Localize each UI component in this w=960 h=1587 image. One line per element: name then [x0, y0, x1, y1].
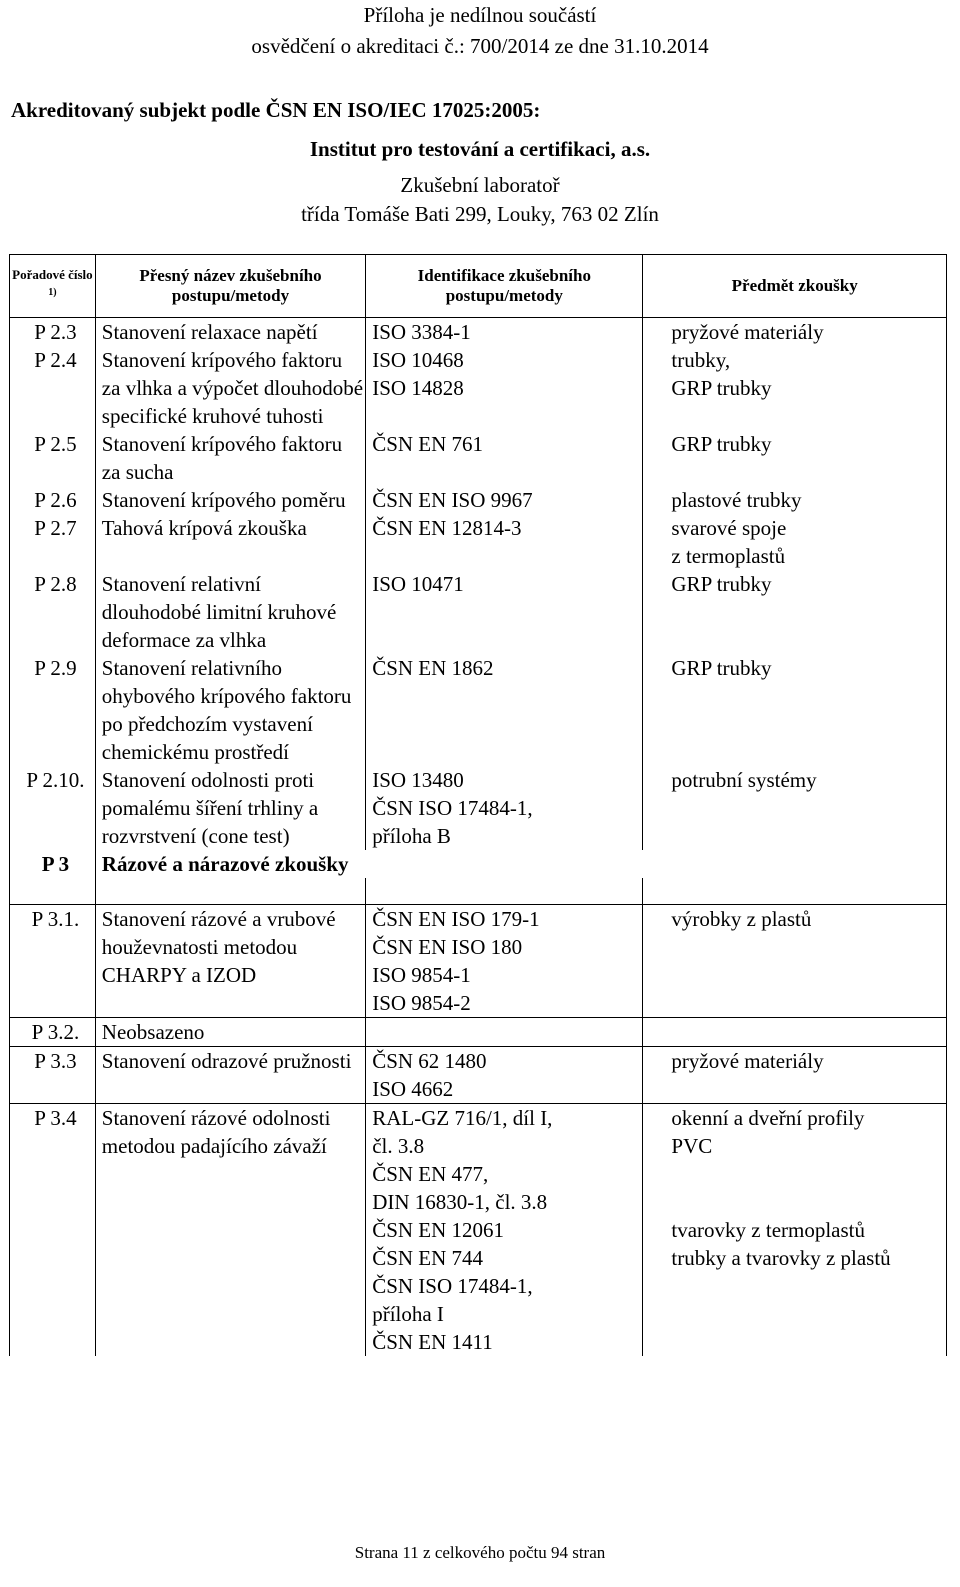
row-number: P 3.4: [10, 1104, 96, 1357]
spacer-cell: [366, 878, 643, 905]
row-method-name: Tahová krípová zkouška: [95, 514, 365, 570]
row-subject: pryžové materiály: [643, 1047, 947, 1104]
table-row: [10, 654, 947, 766]
row-method-name: Stanovení relaxace napětí: [95, 318, 365, 347]
table-row: [10, 346, 947, 430]
row-method-id: ISO 3384-1: [366, 318, 643, 347]
row-subject: GRP trubky: [643, 430, 947, 486]
row-method-id: ČSN EN 12814-3: [366, 514, 643, 570]
section-row: [10, 850, 947, 878]
table-header-row: [10, 255, 947, 318]
row-subject: plastové trubky: [643, 486, 947, 514]
table-row: [10, 486, 947, 514]
column-header-method-id: Identifikace zkušebního postupu/metody: [366, 255, 643, 318]
row-method-id: ISO 10471: [366, 570, 643, 654]
page-footer: Strana 11 z celkového počtu 94 stran: [354, 1543, 606, 1562]
section-number: P 3: [10, 850, 96, 878]
row-subject: okenní a dveřní profily PVC tvarovky z termoplastů trubky a tvarovky z plastů: [643, 1104, 947, 1357]
row-subject: svarové spoje z termoplastů: [643, 514, 947, 570]
row-method-id: RAL-GZ 716/1, díl I, čl. 3.8 ČSN EN 477, DIN 16830-1, čl. 3.8 ČSN EN 12061 ČSN EN 744 ČSN ISO 17484-1, příloha I ČSN EN 1411: [366, 1104, 643, 1357]
row-number: P 3.3: [10, 1047, 96, 1104]
table-row: [10, 570, 947, 654]
row-number: P 2.7: [10, 514, 96, 570]
row-method-name: Stanovení rázové a vrubové houževnatosti metodou CHARPY a IZOD: [95, 905, 365, 1018]
row-method-id: ISO 13480 ČSN ISO 17484-1, příloha B: [366, 766, 643, 850]
column-header-number: Pořadové číslo $^{1)}$: [10, 255, 96, 318]
row-method-id: ČSN EN 761: [366, 430, 643, 486]
row-method-name: Stanovení odolnosti proti pomalému šíření trhliny a rozvrstvení (cone test): [95, 766, 365, 850]
table-row: [10, 905, 947, 1018]
row-method-id: ČSN EN ISO 179-1 ČSN EN ISO 180 ISO 9854-1 ISO 9854-2: [366, 905, 643, 1018]
row-method-name: Stanovení krípového faktoru za sucha: [95, 430, 365, 486]
row-method-name: Stanovení relativního ohybového krípového faktoru po předchozím vystavení chemickému prostředí: [95, 654, 365, 766]
table-row: [10, 318, 947, 347]
row-number: P 2.5: [10, 430, 96, 486]
header-laboratory: Zkušební laboratoř: [400, 173, 560, 197]
row-method-id: ISO 10468 ISO 14828: [366, 346, 643, 430]
row-method-id: ČSN 62 1480 ISO 4662: [366, 1047, 643, 1104]
row-subject: výrobky z plastů: [643, 905, 947, 1018]
row-number: P 3.2.: [10, 1018, 96, 1047]
table-row: [10, 1047, 947, 1104]
accreditation-table: [9, 254, 947, 1356]
row-method-name: Stanovení krípového poměru: [95, 486, 365, 514]
table-row: [10, 766, 947, 850]
row-subject: pryžové materiály: [643, 318, 947, 347]
row-method-name: Stanovení krípového faktoru za vlhka a výpočet dlouhodobé specifické kruhové tuhosti: [95, 346, 365, 430]
spacer-cell: [10, 878, 96, 905]
row-method-id: [366, 1018, 643, 1047]
row-number: P 2.9: [10, 654, 96, 766]
row-number: P 2.10.: [10, 766, 96, 850]
spacer-cell: [643, 878, 947, 905]
row-number: P 2.4: [10, 346, 96, 430]
row-method-name: Stanovení rázové odolnosti metodou padajícího závaží: [95, 1104, 365, 1357]
row-subject: trubky, GRP trubky: [643, 346, 947, 430]
table-row: [10, 430, 947, 486]
section-title: Rázové a nárazové zkoušky: [95, 850, 946, 878]
row-method-name: Neobsazeno: [95, 1018, 365, 1047]
row-subject: GRP trubky: [643, 654, 947, 766]
column-header-subject: Předmět zkoušky: [643, 255, 947, 318]
table-row: [10, 1018, 947, 1047]
header-institute-name: Institut pro testování a certifikaci, a.s.: [309, 137, 651, 161]
table-row: [10, 1104, 947, 1357]
header-certificate-ref: osvědčení o akreditaci č.: 700/2014 ze dne 31.10.2014: [251, 34, 709, 58]
row-number: P 2.8: [10, 570, 96, 654]
row-subject: potrubní systémy: [643, 766, 947, 850]
header-address: třída Tomáše Bati 299, Louky, 763 02 Zlín: [301, 202, 659, 226]
row-method-name: Stanovení odrazové pružnosti: [95, 1047, 365, 1104]
table-row: [10, 514, 947, 570]
row-number: P 3.1.: [10, 905, 96, 1018]
row-method-name: Stanovení relativní dlouhodobé limitní kruhové deformace za vlhka: [95, 570, 365, 654]
row-number: P 2.6: [10, 486, 96, 514]
row-method-id: ČSN EN 1862: [366, 654, 643, 766]
header-accredited-subject: Akreditovaný subjekt podle ČSN EN ISO/IEC 17025:2005:: [11, 98, 541, 122]
row-subject: [643, 1018, 947, 1047]
row-subject: GRP trubky: [643, 570, 947, 654]
row-method-id: ČSN EN ISO 9967: [366, 486, 643, 514]
section-spacer: [10, 878, 947, 905]
header-attachment-note: Příloha je nedílnou součástí: [363, 3, 597, 27]
row-number: P 2.3: [10, 318, 96, 347]
column-header-method-name: Přesný název zkušebního postupu/metody: [95, 255, 365, 318]
spacer-cell: [95, 878, 365, 905]
